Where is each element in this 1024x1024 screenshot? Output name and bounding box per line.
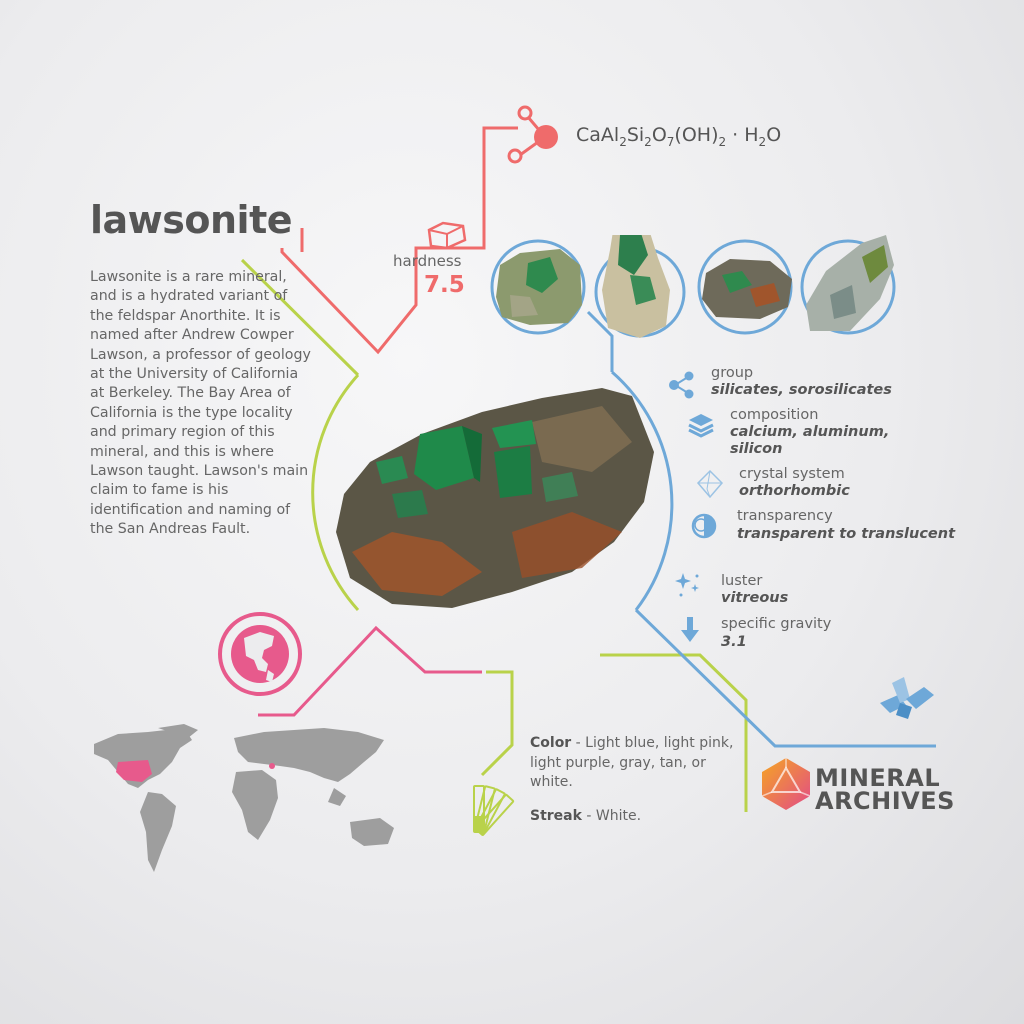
color-description: Color - Light blue, light pink, light purple, gray, tan, or white.	[530, 735, 734, 790]
luster-value: vitreous	[721, 590, 789, 606]
specific-gravity-label: specific gravity	[721, 616, 832, 632]
globe-icon	[216, 610, 304, 698]
composition-value-1: calcium, aluminum,	[730, 424, 890, 440]
mineral-description: Lawsonite is a rare mineral, and is a hydrated variant of the feldspar Anorthite. It is named after Andrew Cowper Lawson, a professor of geology at the University of California at Berkeley. The Bay Area of California is the type locality and primary region of this mineral, and this is where Lawson taught. Lawson's main claim to fame is his identification and naming of the San Andreas Fault.	[90, 269, 311, 538]
group-value: silicates, sorosilicates	[711, 382, 892, 398]
hardness-label: hardness	[393, 252, 462, 270]
specimen-thumb-3	[699, 241, 792, 333]
layers-icon	[686, 410, 716, 440]
specimen-thumb-4	[802, 235, 894, 333]
molecule-icon	[500, 100, 570, 170]
world-map	[88, 722, 408, 892]
mineral-archives-logo	[758, 756, 814, 812]
transparency-label: transparency	[737, 508, 833, 524]
group-icon	[667, 370, 697, 400]
down-arrow-icon	[678, 615, 702, 645]
crystal-icon	[695, 469, 725, 499]
composition-value-2: silicon	[730, 441, 783, 457]
transparency-icon	[689, 511, 719, 541]
streak-description: Streak - White.	[530, 808, 642, 824]
crystal-system-label: crystal system	[739, 466, 845, 482]
chemical-formula: $CaAl_2Si_2O_7(OH)_2 \cdot H_2O$	[576, 124, 782, 149]
specimen-thumb-1	[492, 241, 584, 333]
brand-line-1: MINERAL	[815, 764, 941, 792]
specific-gravity-value: 3.1	[721, 634, 747, 650]
transparency-value: transparent to translucent	[737, 526, 956, 542]
gem-hardness-icon	[425, 220, 469, 250]
hardness-value: 7.5	[424, 272, 465, 298]
crystal-cluster-icon	[872, 673, 938, 723]
main-specimen-image	[332, 382, 657, 612]
specimen-thumbnails	[490, 235, 910, 345]
crystal-system-value: orthorhombic	[739, 483, 850, 499]
color-swatch-icon	[470, 782, 530, 838]
specimen-thumb-2	[596, 235, 684, 338]
luster-label: luster	[721, 573, 763, 589]
group-label: group	[711, 365, 754, 381]
composition-label: composition	[730, 407, 819, 423]
sparkle-icon	[673, 570, 703, 600]
mineral-name: lawsonite	[90, 198, 293, 242]
brand-line-2: ARCHIVES	[815, 787, 955, 815]
